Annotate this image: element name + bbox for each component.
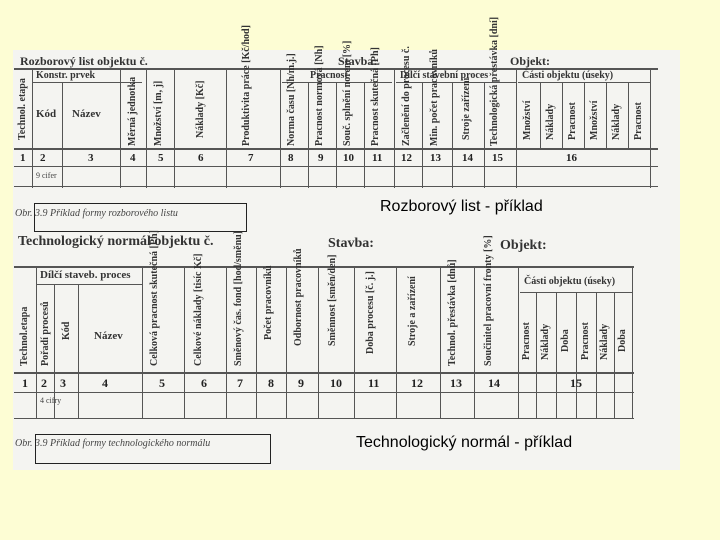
form2-line bbox=[36, 266, 37, 418]
form1-line bbox=[606, 82, 607, 150]
form2-line bbox=[142, 266, 143, 418]
form2-line bbox=[286, 266, 287, 418]
form1-line bbox=[516, 68, 517, 188]
form1-group-pracnost: Pracnost bbox=[310, 70, 348, 81]
form2-line bbox=[318, 266, 319, 418]
form2-line bbox=[226, 266, 227, 418]
form1-line bbox=[584, 82, 585, 150]
form2-col-number: 11 bbox=[368, 376, 380, 390]
form2-caption: Obr. 3.9 Příklad formy technologického normálu bbox=[15, 438, 211, 449]
form1-col-number: 5 bbox=[158, 152, 164, 164]
form2-note: 4 cifry bbox=[40, 396, 62, 405]
form2-col-header: Pracnost bbox=[521, 322, 532, 360]
form1-col-header: Název bbox=[72, 108, 101, 120]
form2-col-header: Název bbox=[94, 330, 123, 342]
form1-col-number: 8 bbox=[288, 152, 294, 164]
form2-col-number: 10 bbox=[330, 376, 342, 390]
form2-objekt: Objekt: bbox=[500, 238, 547, 253]
form1-col-number: 16 bbox=[566, 152, 577, 164]
form1-col-header: Začlenění do procesu č. bbox=[401, 46, 412, 146]
form2-col-header: Technol.etapa bbox=[19, 306, 30, 366]
technologicky-normal-label: Technologický normál - příklad bbox=[356, 434, 573, 451]
form2-line bbox=[536, 292, 537, 418]
form1-group-konstr: Konstr. prvek bbox=[36, 70, 96, 81]
form2-line bbox=[440, 266, 441, 418]
form1-line bbox=[628, 82, 629, 150]
form2-col-number: 2 bbox=[41, 376, 47, 390]
form2-col-number: 14 bbox=[488, 376, 500, 390]
form2-line bbox=[184, 266, 185, 418]
form1-line bbox=[650, 68, 651, 188]
form2-col-number: 3 bbox=[60, 376, 66, 390]
form2-col-header: Počet pracovníků bbox=[263, 265, 274, 340]
form1-line bbox=[336, 82, 337, 188]
form1-group-dilci: Dílčí stavební proces bbox=[400, 70, 489, 81]
form1-line bbox=[540, 82, 541, 150]
form2-line bbox=[518, 266, 519, 418]
form2-line bbox=[396, 266, 397, 418]
form1-col-number: 6 bbox=[198, 152, 204, 164]
form2-line bbox=[78, 284, 79, 418]
form2-col-header: Doba bbox=[617, 329, 628, 352]
form1-line bbox=[226, 68, 227, 188]
form1-col-header: Náklady bbox=[545, 103, 556, 140]
form2-group-casti: Části objektu (úseky) bbox=[524, 276, 616, 287]
form2-stavba: Stavba: bbox=[328, 236, 374, 251]
form1-line bbox=[62, 82, 63, 188]
form1-col-header: Pracnost bbox=[633, 102, 644, 140]
form1-col-header: Pracnost bbox=[567, 102, 578, 140]
form2-col-header: Doba procesu [č. j.] bbox=[365, 271, 376, 354]
form1-line bbox=[364, 82, 365, 188]
form2-line bbox=[36, 284, 142, 285]
form1-line bbox=[120, 68, 121, 188]
form2-col-header: Doba bbox=[560, 329, 571, 352]
form1-line bbox=[562, 82, 563, 150]
form1-line bbox=[32, 82, 142, 83]
form1-col-header: Produktivita práce [Kč/hod] bbox=[241, 25, 252, 146]
form2-col-number: 9 bbox=[298, 376, 304, 390]
form1-col-number: 4 bbox=[130, 152, 136, 164]
form2-line bbox=[14, 266, 634, 268]
form1-line bbox=[484, 82, 485, 188]
form1-group-casti: Části objektu (úseky) bbox=[522, 70, 614, 81]
form1-title: Rozborový list objektu č. bbox=[20, 54, 148, 68]
form1-col-header: Souč. splnění norem [%] bbox=[342, 40, 353, 146]
form1-col-number: 10 bbox=[343, 152, 354, 164]
form2-col-header: Náklady bbox=[599, 323, 610, 360]
form1-col-header: Měrná jednotka bbox=[127, 76, 138, 146]
form2-col-number: 4 bbox=[102, 376, 108, 390]
form2-col-header: Součinitel pracovní fronty [%] bbox=[483, 235, 494, 366]
form1-col-header: Náklady bbox=[611, 103, 622, 140]
form1-col-header: Min. počet pracovníků bbox=[429, 49, 440, 146]
form2-col-header: Pracnost bbox=[580, 322, 591, 360]
caption-highlight-box bbox=[34, 203, 247, 232]
form1-col-header: Množství [m, j] bbox=[153, 80, 164, 146]
form1-objekt: Objekt: bbox=[510, 54, 550, 68]
form1-col-header: Norma času [Nh/m.j.] bbox=[286, 53, 297, 146]
form2-col-header: Stroje a zařízení bbox=[407, 276, 418, 346]
form1-col-header: Náklady [Kč] bbox=[195, 80, 206, 138]
form1-col-number: 15 bbox=[492, 152, 503, 164]
form1-col-number: 14 bbox=[462, 152, 473, 164]
form1-line bbox=[174, 68, 175, 188]
form2-col-number: 12 bbox=[411, 376, 423, 390]
form2-col-header: Celková pracnost skutečná [Ph] bbox=[149, 230, 160, 366]
form2-col-header: Odbornost pracovníků bbox=[293, 248, 304, 346]
form1-line bbox=[32, 68, 33, 188]
form1-line bbox=[394, 68, 395, 188]
form2-col-number: 15 bbox=[570, 376, 582, 390]
form1-col-header: Technol. etapa bbox=[17, 78, 28, 140]
form2-col-header: Směnový čas. fond [hod/směnu] bbox=[233, 230, 244, 366]
form2-col-number: 6 bbox=[201, 376, 207, 390]
form2-line bbox=[14, 418, 634, 419]
form1-line bbox=[452, 82, 453, 188]
form2-col-header: Směnnost [směn/den] bbox=[327, 254, 338, 346]
form1-col-header: Pracnost skutečná [Ph] bbox=[370, 47, 381, 146]
form2-line bbox=[556, 292, 557, 418]
form2-line bbox=[632, 266, 633, 418]
form2-line bbox=[576, 292, 577, 418]
form2-col-number: 13 bbox=[450, 376, 462, 390]
rozborovy-list-label: Rozborový list - příklad bbox=[380, 198, 543, 215]
form2-line bbox=[614, 292, 615, 418]
form1-caption: Obr. 3.9 Příklad formy rozborového listu bbox=[15, 208, 178, 219]
form1-stavba: Stavba: bbox=[338, 54, 378, 68]
form1-col-header: Technologická přestávka [dní] bbox=[489, 16, 500, 146]
form2-title: Technologický normál objektu č. bbox=[18, 234, 214, 249]
form2-line bbox=[256, 266, 257, 418]
form1-col-number: 9 bbox=[318, 152, 324, 164]
form2-col-number: 1 bbox=[22, 376, 28, 390]
form1-col-number: 7 bbox=[248, 152, 254, 164]
form2-col-header: Kód bbox=[61, 321, 72, 340]
form2-col-header: Náklady bbox=[540, 323, 551, 360]
form1-line bbox=[146, 68, 147, 188]
form2-col-header: Pořadí procesů bbox=[40, 301, 51, 366]
form2-group-dilci: Dílčí staveb. proces bbox=[40, 269, 131, 281]
form2-line bbox=[14, 372, 634, 374]
form1-col-header: Množství bbox=[589, 100, 600, 140]
form2-line bbox=[596, 292, 597, 418]
form1-col-number: 2 bbox=[40, 152, 46, 164]
form1-col-number: 13 bbox=[430, 152, 441, 164]
form1-line bbox=[422, 82, 423, 188]
form1-col-header: Pracnost normová [Nh] bbox=[314, 45, 325, 146]
form1-col-header: Množství bbox=[522, 100, 533, 140]
form2-col-header: Celkové náklady [tisíc Kč] bbox=[193, 253, 204, 366]
form2-line bbox=[474, 266, 475, 418]
form2-col-number: 8 bbox=[268, 376, 274, 390]
form2-col-number: 5 bbox=[159, 376, 165, 390]
form1-line bbox=[308, 82, 309, 188]
form1-col-number: 1 bbox=[20, 152, 26, 164]
form1-col-header: Stroje zařízení bbox=[461, 77, 472, 140]
form1-col-header: Kód bbox=[36, 108, 57, 120]
form1-col-number: 12 bbox=[401, 152, 412, 164]
form2-col-number: 7 bbox=[237, 376, 243, 390]
form2-col-header: Technol. přestávka [dnů] bbox=[447, 259, 458, 366]
caption-highlight-box bbox=[35, 434, 271, 464]
form1-line bbox=[280, 68, 281, 188]
form2-line bbox=[354, 266, 355, 418]
form1-col-number: 3 bbox=[88, 152, 94, 164]
form2-line bbox=[14, 392, 634, 393]
form1-note: 9 cifer bbox=[36, 171, 57, 180]
form1-col-number: 11 bbox=[372, 152, 383, 164]
